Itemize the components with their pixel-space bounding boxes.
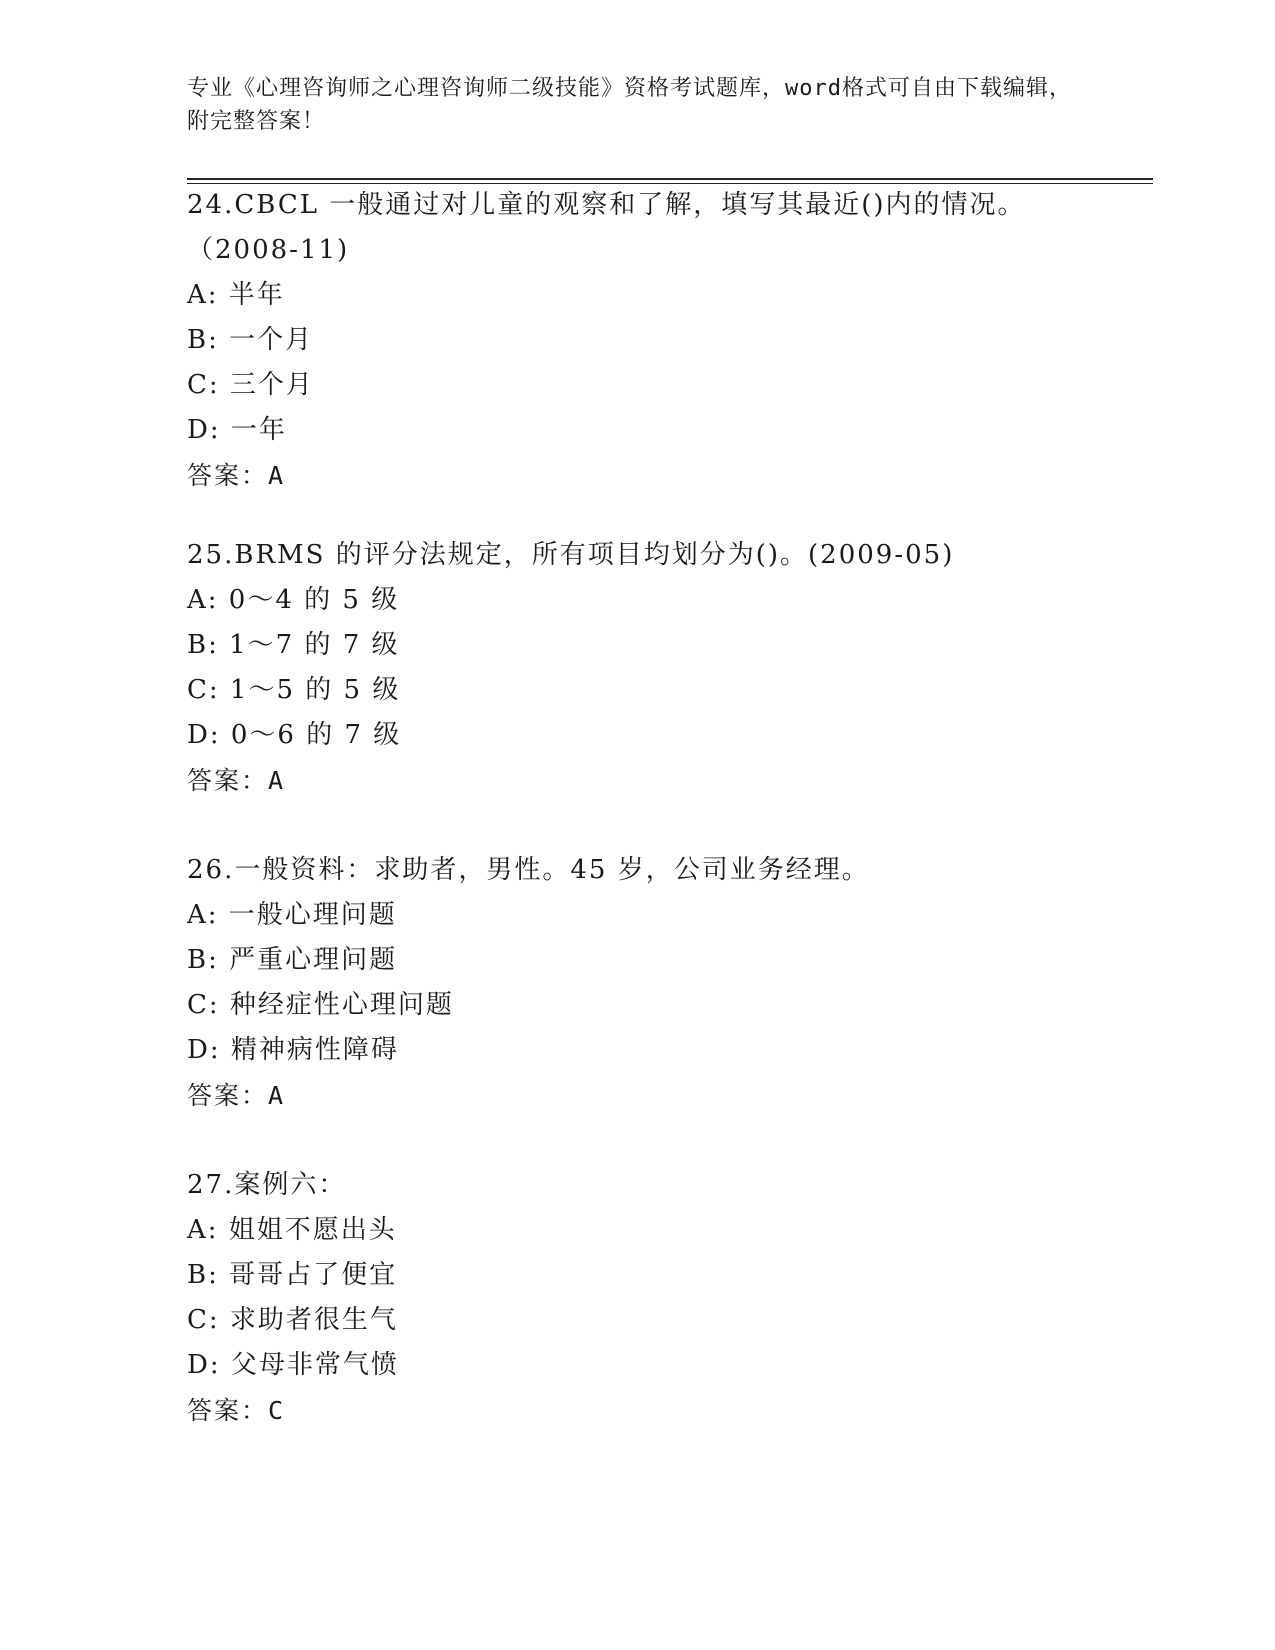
- question-25: [187, 533, 1057, 803]
- option-d: D: 精神病性障碍: [187, 1035, 399, 1065]
- question-stem: 27.案例六：: [187, 1170, 347, 1200]
- question-stem: 25.BRMS 的评分法规定，所有项目均划分为()。(2009-05): [187, 540, 955, 570]
- option-c: C: 种经症性心理问题: [187, 990, 454, 1020]
- option-c: C: 1～5 的 5 级: [187, 675, 401, 705]
- option-d: D: 0～6 的 7 级: [187, 720, 402, 750]
- option-b: B: 哥哥占了便宜: [187, 1260, 398, 1290]
- header-divider: [187, 178, 1153, 180]
- answer-label: 答案：: [187, 461, 269, 490]
- option-b: B: 严重心理问题: [187, 945, 398, 975]
- answer-line: [187, 1388, 1057, 1433]
- answer-value: A: [268, 766, 286, 795]
- option-c: C: 求助者很生气: [187, 1305, 398, 1335]
- option-d: D: 一年: [187, 415, 287, 445]
- question-24: [187, 183, 1057, 498]
- question-stem: 24.CBCL 一般通过对儿童的观察和了解，填写其最近()内的情况。（2008-11): [187, 190, 1026, 265]
- answer-value: C: [268, 1396, 286, 1425]
- answer-line: [187, 1073, 1057, 1118]
- option-d: D: 父母非常气愤: [187, 1350, 399, 1380]
- question-26: [187, 848, 1057, 1118]
- option-b: B: 一个月: [187, 325, 314, 355]
- option-c: C: 三个月: [187, 370, 314, 400]
- header-note: 专业《心理咨询师之心理咨询师二级技能》资格考试题库，word格式可自由下载编辑，附完整答案！: [187, 76, 1072, 134]
- answer-line: [187, 453, 1057, 498]
- answer-label: 答案：: [187, 1396, 269, 1425]
- answer-value: A: [268, 1081, 286, 1110]
- question-27: [187, 1163, 1057, 1433]
- answer-label: 答案：: [187, 766, 269, 795]
- option-a: A: 姐姐不愿出头: [187, 1215, 397, 1245]
- option-a: A: 0～4 的 5 级: [187, 585, 400, 615]
- option-b: B: 1～7 的 7 级: [187, 630, 400, 660]
- question-stem: 26.一般资料：求助者，男性。45 岁，公司业务经理。: [187, 855, 870, 885]
- answer-label: 答案：: [187, 1081, 269, 1110]
- option-a: A: 一般心理问题: [187, 900, 397, 930]
- answer-value: A: [268, 461, 286, 490]
- option-a: A: 半年: [187, 280, 285, 310]
- answer-line: [187, 758, 1057, 803]
